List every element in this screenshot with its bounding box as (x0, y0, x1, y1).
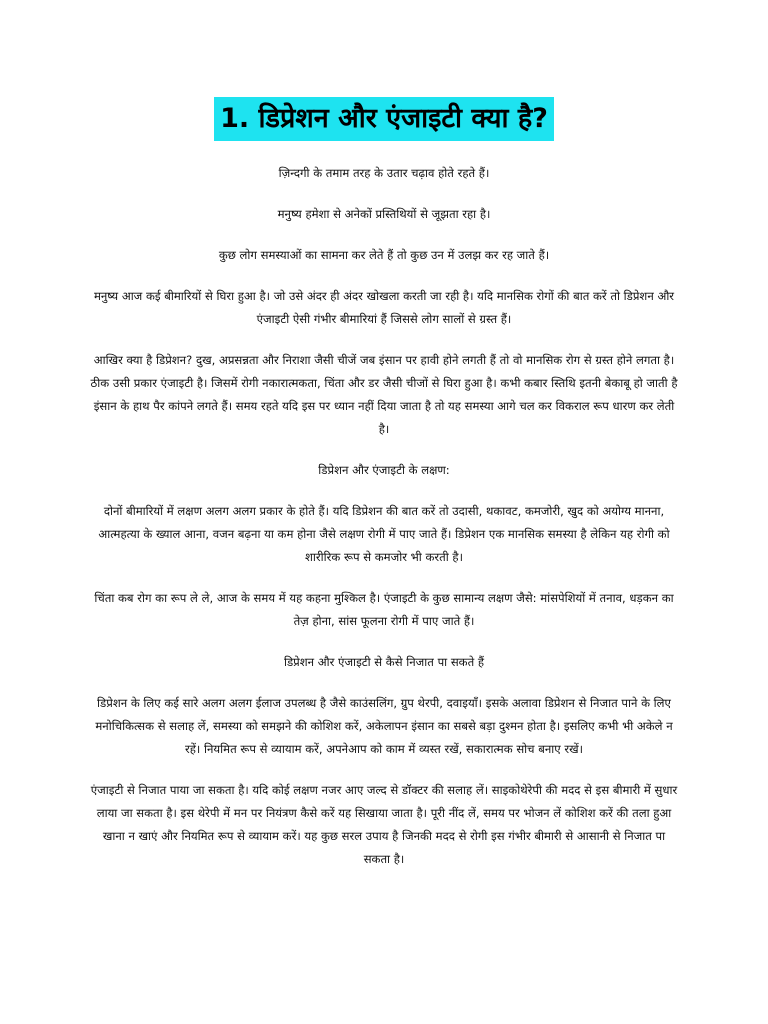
paragraph-diseases: मनुष्य आज कई बीमारियों से घिरा हुआ है। जो उसे अंदर ही अंदर खोखला करती जा रही है। यदि मानसिक रोगों की बात करें तो डिप्रेशन और एंजाइटी ऐसी गंभीर बीमारियां हैं जिससे लोग सालों से ग्रस्त हैं। (93, 289, 675, 326)
section-heading-remedies: डिप्रेशन और एंजाइटी से कैसे निजात पा सकते हैं (283, 655, 485, 669)
paragraph-intro-2: मनुष्य हमेशा से अनेकों प्रस्तिथियों से जूझता रहा है। (277, 207, 491, 221)
paragraph-anxiety-symptoms: चिंता कब रोग का रूप ले ले, आज के समय में यह कहना मुश्किल है। एंजाइटी के कुछ सामान्य लक्षण जैसे: मांसपेशियों में तनाव, धड़कन का तेज़ होना, सांस फूलना रोगी में पाए जाते हैं। (94, 591, 674, 628)
paragraph-what-is-depression: आखिर क्या है डिप्रेशन? दुख, अप्रसन्नता और निराशा जैसी चीजें जब इंसान पर हावी होने लगती हैं तो वो मानसिक रोग से ग्रस्त होने लगता है। ठीक उसी प्रकार एंजाइटी है। जिसमें रोगी नकारात्मकता, चिंता और डर जैसी चीजों से घिरा हुआ है। कभी कबार स्तिथि इतनी बेकाबू हो जाती है इंसान के हाथ पैर कांपने लगते हैं। समय रहते यदि इस पर ध्यान नहीं दिया जाता है तो यह समस्या आगे चल कर विकराल रूप धारण कर लेती है। (90, 353, 678, 436)
document-body (90, 162, 678, 889)
paragraph-depression-symptoms: दोनों बीमारियों में लक्षण अलग अलग प्रकार के होते हैं। यदि डिप्रेशन की बात करें तो उदासी, थकावट, कमजोरी, खुद को अयोग्य मानना, आत्महत्या के ख्याल आना, वजन बढ़ना या कम होना जैसे लक्षण रोगी में पाए जाते हैं। डिप्रेशन एक मानसिक समस्या है लेकिन यह रोगी को शारीरिक रूप से कमजोर भी करती है। (98, 504, 670, 564)
title-container (0, 97, 768, 141)
paragraph-anxiety-remedies: एंजाइटी से निजात पाया जा सकता है। यदि कोई लक्षण नजर आए जल्द से डॉक्टर की सलाह लें। साइकोथेरेपी की मदद से इस बीमारी में सुधार लाया जा सकता है। इस थेरेपी में मन पर नियंत्रण कैसे करें यह सिखाया जाता है। पूरी नींद लें, समय पर भोजन लें कोशिश करें की तला हुआ खाना न खाएं और नियमित रूप से व्यायाम करें। यह कुछ सरल उपाय है जिनकी मदद से रोगी इस गंभीर बीमारी से आसानी से निजात पा सकता है। (90, 783, 678, 866)
paragraph-intro-3: कुछ लोग समस्याओं का सामना कर लेते हैं तो कुछ उन में उलझ कर रह जाते हैं। (218, 248, 550, 262)
paragraph-depression-remedies: डिप्रेशन के लिए कई सारे अलग अलग ईलाज उपलब्ध है जैसे काउंसलिंग, ग्रुप थेरपी, दवाइयाँ। इसके अलावा डिप्रेशन से निजात पाने के लिए मनोचिकित्सक से सलाह लें, समस्या को समझने की कोशिश करें, अकेलापन इंसान का सबसे बड़ा दुश्मन होता है। इसलिए कभी भी अकेले न रहें। नियमित रूप से व्यायाम करें, अपनेआप को काम में व्यस्त रखें, सकारात्मक सोच बनाए रखें। (95, 696, 673, 756)
section-heading-symptoms: डिप्रेशन और एंजाइटी के लक्षण: (318, 463, 450, 477)
paragraph-intro-1: ज़िन्दगी के तमाम तरह के उतार चढ़ाव होते रहते हैं। (278, 166, 490, 180)
page-title: 1. डिप्रेशन और एंजाइटी क्या है? (214, 97, 554, 141)
